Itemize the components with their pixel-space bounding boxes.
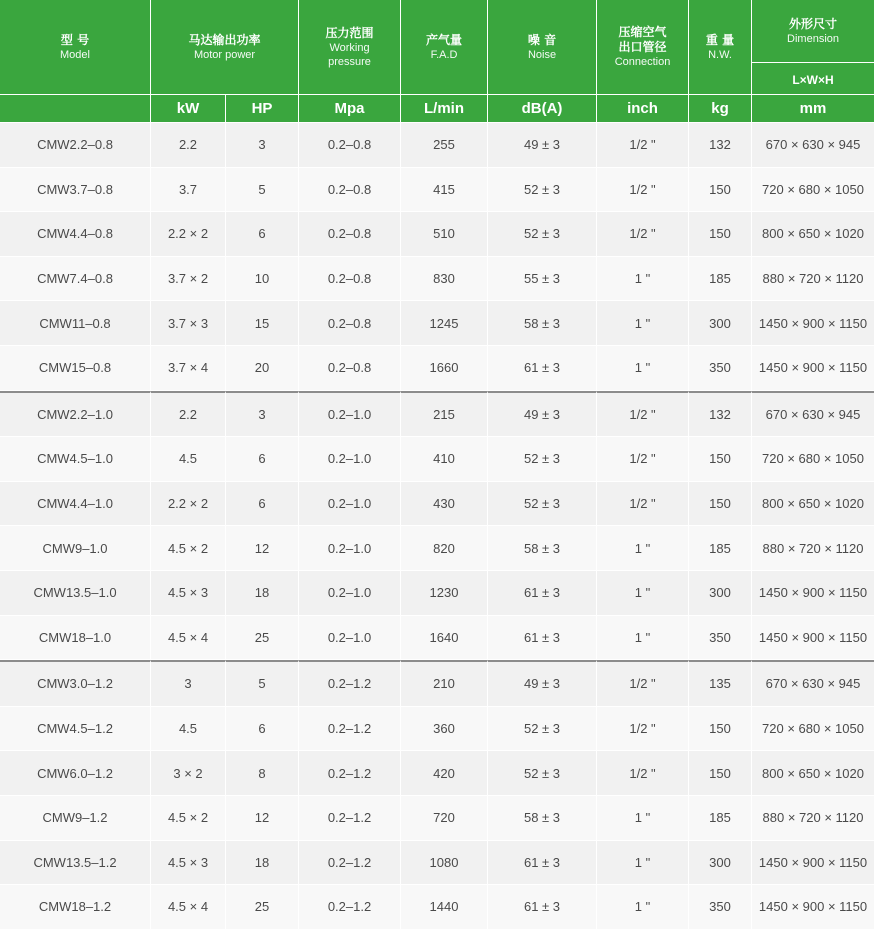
- header-dimension-lwh: L×W×H: [792, 73, 834, 87]
- cell-fad: 1245: [401, 301, 488, 346]
- cell-hp: 18: [226, 571, 299, 616]
- cell-model: CMW7.4–0.8: [0, 257, 151, 302]
- cell-dimension: 1450 × 900 × 1150: [752, 616, 874, 661]
- header-connection: [597, 0, 689, 95]
- table-row: [0, 796, 874, 841]
- cell-connection: 1/2 ": [597, 168, 689, 213]
- cell-pressure: 0.2–0.8: [299, 212, 401, 257]
- cell-dimension: 800 × 650 × 1020: [752, 212, 874, 257]
- table-row: [0, 257, 874, 302]
- cell-hp: 3: [226, 123, 299, 168]
- cell-model: CMW11–0.8: [0, 301, 151, 346]
- unit-model-blank: [0, 95, 151, 123]
- cell-dimension: 670 × 630 × 945: [752, 391, 874, 438]
- units-row: [0, 95, 874, 123]
- cell-hp: 25: [226, 616, 299, 661]
- cell-hp: 5: [226, 168, 299, 213]
- cell-fad: 1230: [401, 571, 488, 616]
- cell-connection: 1 ": [597, 257, 689, 302]
- cell-connection: 1 ": [597, 841, 689, 886]
- header-connection-en: Connection: [614, 56, 671, 68]
- cell-weight: 350: [689, 885, 752, 930]
- header-weight-cn: 重 量: [705, 32, 735, 47]
- unit-hp: HP: [226, 95, 299, 123]
- cell-weight: 185: [689, 257, 752, 302]
- cell-noise: 55 ± 3: [488, 257, 597, 302]
- cell-fad: 720: [401, 796, 488, 841]
- cell-pressure: 0.2–0.8: [299, 123, 401, 168]
- cell-kw: 4.5: [151, 707, 226, 752]
- header-model-cn: 型 号: [60, 32, 90, 47]
- cell-noise: 58 ± 3: [488, 796, 597, 841]
- cell-connection: 1 ": [597, 571, 689, 616]
- unit-kg: kg: [689, 95, 752, 123]
- cell-kw: 2.2 × 2: [151, 482, 226, 527]
- cell-dimension: 880 × 720 × 1120: [752, 526, 874, 571]
- table-row: [0, 707, 874, 752]
- table-row: [0, 391, 874, 438]
- cell-noise: 61 ± 3: [488, 571, 597, 616]
- cell-weight: 350: [689, 616, 752, 661]
- header-noise-en: Noise: [527, 48, 557, 61]
- cell-kw: 4.5 × 4: [151, 616, 226, 661]
- cell-dimension: 880 × 720 × 1120: [752, 796, 874, 841]
- cell-fad: 430: [401, 482, 488, 527]
- header-motor-en: Motor power: [193, 48, 256, 61]
- cell-pressure: 0.2–1.2: [299, 660, 401, 707]
- cell-fad: 510: [401, 212, 488, 257]
- cell-weight: 150: [689, 751, 752, 796]
- cell-pressure: 0.2–0.8: [299, 168, 401, 213]
- cell-weight: 300: [689, 841, 752, 886]
- cell-connection: 1/2 ": [597, 391, 689, 438]
- cell-noise: 52 ± 3: [488, 437, 597, 482]
- cell-hp: 6: [226, 707, 299, 752]
- cell-kw: 4.5 × 2: [151, 796, 226, 841]
- header-motor-power: [151, 0, 299, 95]
- cell-kw: 3 × 2: [151, 751, 226, 796]
- cell-model: CMW4.5–1.2: [0, 707, 151, 752]
- cell-connection: 1 ": [597, 796, 689, 841]
- cell-pressure: 0.2–1.0: [299, 526, 401, 571]
- table-row: [0, 346, 874, 391]
- cell-kw: 2.2 × 2: [151, 212, 226, 257]
- unit-inch: inch: [597, 95, 689, 123]
- cell-kw: 4.5 × 3: [151, 571, 226, 616]
- cell-pressure: 0.2–1.2: [299, 707, 401, 752]
- cell-hp: 12: [226, 526, 299, 571]
- header-fad-cn: 产气量: [426, 32, 463, 47]
- cell-hp: 6: [226, 482, 299, 527]
- cell-dimension: 720 × 680 × 1050: [752, 168, 874, 213]
- cell-model: CMW4.5–1.0: [0, 437, 151, 482]
- cell-fad: 820: [401, 526, 488, 571]
- header-weight: [689, 0, 752, 95]
- header-pressure-cn: 压力范围: [325, 25, 374, 40]
- cell-noise: 61 ± 3: [488, 841, 597, 886]
- cell-weight: 150: [689, 168, 752, 213]
- cell-weight: 185: [689, 796, 752, 841]
- header-connection-cn2: 出口管径: [618, 40, 667, 54]
- cell-fad: 420: [401, 751, 488, 796]
- cell-pressure: 0.2–1.0: [299, 616, 401, 661]
- header-noise-cn: 噪 音: [527, 32, 557, 47]
- cell-kw: 3: [151, 660, 226, 707]
- cell-fad: 210: [401, 660, 488, 707]
- cell-fad: 215: [401, 391, 488, 438]
- header-pressure-en2: pressure: [328, 55, 371, 68]
- cell-dimension: 720 × 680 × 1050: [752, 437, 874, 482]
- cell-pressure: 0.2–1.0: [299, 571, 401, 616]
- cell-connection: 1 ": [597, 885, 689, 930]
- unit-mm: mm: [752, 95, 874, 123]
- cell-weight: 150: [689, 212, 752, 257]
- cell-fad: 415: [401, 168, 488, 213]
- cell-dimension: 670 × 630 × 945: [752, 660, 874, 707]
- cell-kw: 2.2: [151, 123, 226, 168]
- cell-fad: 1080: [401, 841, 488, 886]
- cell-hp: 20: [226, 346, 299, 391]
- cell-model: CMW13.5–1.2: [0, 841, 151, 886]
- cell-hp: 3: [226, 391, 299, 438]
- cell-noise: 61 ± 3: [488, 616, 597, 661]
- cell-connection: 1/2 ": [597, 751, 689, 796]
- cell-hp: 6: [226, 437, 299, 482]
- cell-model: CMW18–1.2: [0, 885, 151, 930]
- cell-hp: 15: [226, 301, 299, 346]
- cell-dimension: 1450 × 900 × 1150: [752, 571, 874, 616]
- cell-weight: 300: [689, 571, 752, 616]
- cell-fad: 1440: [401, 885, 488, 930]
- table-row: [0, 168, 874, 213]
- cell-model: CMW13.5–1.0: [0, 571, 151, 616]
- cell-noise: 52 ± 3: [488, 751, 597, 796]
- cell-connection: 1 ": [597, 346, 689, 391]
- cell-kw: 3.7: [151, 168, 226, 213]
- cell-hp: 18: [226, 841, 299, 886]
- cell-noise: 49 ± 3: [488, 660, 597, 707]
- table-row: [0, 616, 874, 661]
- cell-fad: 410: [401, 437, 488, 482]
- cell-weight: 135: [689, 660, 752, 707]
- cell-pressure: 0.2–0.8: [299, 301, 401, 346]
- unit-mpa: Mpa: [299, 95, 401, 123]
- cell-pressure: 0.2–0.8: [299, 346, 401, 391]
- cell-dimension: 1450 × 900 × 1150: [752, 301, 874, 346]
- cell-connection: 1/2 ": [597, 660, 689, 707]
- unit-lmin: L/min: [401, 95, 488, 123]
- cell-model: CMW3.0–1.2: [0, 660, 151, 707]
- cell-model: CMW15–0.8: [0, 346, 151, 391]
- cell-weight: 185: [689, 526, 752, 571]
- cell-kw: 3.7 × 4: [151, 346, 226, 391]
- cell-kw: 4.5 × 3: [151, 841, 226, 886]
- cell-kw: 4.5: [151, 437, 226, 482]
- cell-noise: 58 ± 3: [488, 301, 597, 346]
- cell-fad: 1640: [401, 616, 488, 661]
- cell-pressure: 0.2–1.0: [299, 437, 401, 482]
- cell-fad: 255: [401, 123, 488, 168]
- cell-kw: 3.7 × 2: [151, 257, 226, 302]
- cell-weight: 132: [689, 123, 752, 168]
- cell-pressure: 0.2–1.0: [299, 482, 401, 527]
- cell-weight: 350: [689, 346, 752, 391]
- table-row: [0, 482, 874, 527]
- cell-model: CMW18–1.0: [0, 616, 151, 661]
- cell-noise: 49 ± 3: [488, 123, 597, 168]
- table-row: [0, 212, 874, 257]
- cell-connection: 1/2 ": [597, 482, 689, 527]
- cell-connection: 1/2 ": [597, 437, 689, 482]
- cell-dimension: 880 × 720 × 1120: [752, 257, 874, 302]
- unit-db: dB(A): [488, 95, 597, 123]
- header-dimension: [752, 0, 874, 63]
- cell-pressure: 0.2–0.8: [299, 257, 401, 302]
- cell-weight: 150: [689, 707, 752, 752]
- cell-dimension: 1450 × 900 × 1150: [752, 841, 874, 886]
- cell-dimension: 720 × 680 × 1050: [752, 707, 874, 752]
- table-body: [0, 123, 874, 930]
- cell-weight: 150: [689, 482, 752, 527]
- cell-dimension: 1450 × 900 × 1150: [752, 346, 874, 391]
- cell-noise: 52 ± 3: [488, 168, 597, 213]
- table-row: [0, 885, 874, 930]
- cell-noise: 52 ± 3: [488, 707, 597, 752]
- cell-weight: 300: [689, 301, 752, 346]
- table-row: [0, 751, 874, 796]
- table-header: [0, 0, 874, 123]
- cell-noise: 61 ± 3: [488, 885, 597, 930]
- table-row: [0, 301, 874, 346]
- cell-kw: 4.5 × 4: [151, 885, 226, 930]
- cell-model: CMW2.2–1.0: [0, 391, 151, 438]
- header-connection-cn1: 压缩空气: [618, 25, 667, 39]
- header-motor-cn: 马达输出功率: [188, 32, 261, 47]
- cell-weight: 150: [689, 437, 752, 482]
- cell-dimension: 800 × 650 × 1020: [752, 751, 874, 796]
- cell-model: CMW3.7–0.8: [0, 168, 151, 213]
- header-dimension-en: Dimension: [787, 32, 839, 45]
- cell-noise: 52 ± 3: [488, 212, 597, 257]
- cell-model: CMW4.4–0.8: [0, 212, 151, 257]
- cell-model: CMW4.4–1.0: [0, 482, 151, 527]
- cell-pressure: 0.2–1.2: [299, 751, 401, 796]
- table-row: [0, 123, 874, 168]
- cell-kw: 3.7 × 3: [151, 301, 226, 346]
- cell-dimension: 800 × 650 × 1020: [752, 482, 874, 527]
- cell-model: CMW2.2–0.8: [0, 123, 151, 168]
- table-row: [0, 660, 874, 707]
- cell-hp: 12: [226, 796, 299, 841]
- cell-pressure: 0.2–1.2: [299, 796, 401, 841]
- cell-fad: 360: [401, 707, 488, 752]
- cell-hp: 25: [226, 885, 299, 930]
- header-fad-en: F.A.D: [430, 48, 458, 61]
- header-dimension-cn: 外形尺寸: [789, 16, 838, 31]
- header-fad: [401, 0, 488, 95]
- cell-noise: 49 ± 3: [488, 391, 597, 438]
- cell-hp: 10: [226, 257, 299, 302]
- header-noise: [488, 0, 597, 95]
- cell-kw: 4.5 × 2: [151, 526, 226, 571]
- table-row: [0, 571, 874, 616]
- cell-hp: 8: [226, 751, 299, 796]
- header-pressure: [299, 0, 401, 95]
- cell-model: CMW9–1.0: [0, 526, 151, 571]
- cell-dimension: 1450 × 900 × 1150: [752, 885, 874, 930]
- cell-model: CMW9–1.2: [0, 796, 151, 841]
- cell-hp: 5: [226, 660, 299, 707]
- table-row: [0, 437, 874, 482]
- cell-noise: 61 ± 3: [488, 346, 597, 391]
- cell-dimension: 670 × 630 × 945: [752, 123, 874, 168]
- cell-fad: 830: [401, 257, 488, 302]
- cell-pressure: 0.2–1.0: [299, 391, 401, 438]
- cell-noise: 58 ± 3: [488, 526, 597, 571]
- table-row: [0, 526, 874, 571]
- unit-kw: kW: [151, 95, 226, 123]
- cell-connection: 1 ": [597, 616, 689, 661]
- cell-connection: 1/2 ": [597, 123, 689, 168]
- cell-connection: 1 ": [597, 526, 689, 571]
- cell-model: CMW6.0–1.2: [0, 751, 151, 796]
- cell-connection: 1/2 ": [597, 707, 689, 752]
- cell-connection: 1 ": [597, 301, 689, 346]
- header-model: [0, 0, 151, 95]
- cell-noise: 52 ± 3: [488, 482, 597, 527]
- header-weight-en: N.W.: [708, 48, 732, 61]
- cell-pressure: 0.2–1.2: [299, 841, 401, 886]
- header-pressure-en1: Working: [329, 41, 370, 54]
- header-model-en: Model: [60, 48, 90, 61]
- header-dimension-sub: [752, 63, 874, 95]
- cell-kw: 2.2: [151, 391, 226, 438]
- cell-weight: 132: [689, 391, 752, 438]
- cell-hp: 6: [226, 212, 299, 257]
- cell-connection: 1/2 ": [597, 212, 689, 257]
- cell-fad: 1660: [401, 346, 488, 391]
- table-row: [0, 841, 874, 886]
- cell-pressure: 0.2–1.2: [299, 885, 401, 930]
